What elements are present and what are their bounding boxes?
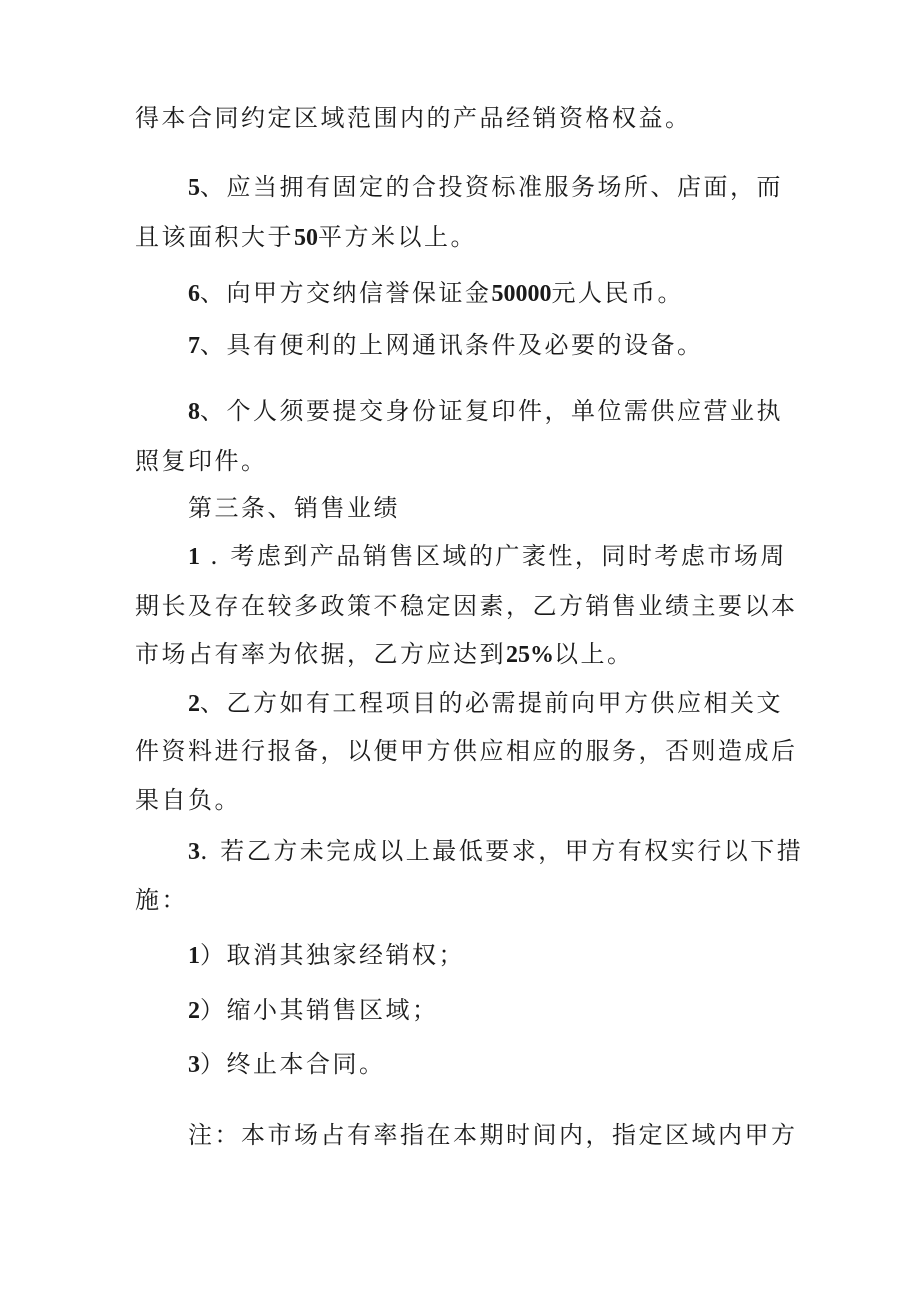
clause-6 <box>188 278 684 308</box>
note-line <box>188 1120 798 1150</box>
note-text: 注：本市场占有率指在本期时间内，指定区域内甲方 <box>188 1121 798 1149</box>
measure-number: 2 <box>188 998 200 1024</box>
clause-number: 7 <box>188 333 200 359</box>
point-3-line-1 <box>188 836 803 866</box>
clause-text: 元人民币。 <box>551 279 684 307</box>
point-number: 2 <box>188 691 200 717</box>
point-text: . 若乙方未完成以上最低要求，甲方有权实行以下措 <box>200 837 804 865</box>
clause-5-line-1 <box>188 172 783 202</box>
measure-text: ）终止本合同。 <box>200 1050 386 1078</box>
section-heading <box>188 493 400 523</box>
point-text: 以上。 <box>554 640 634 668</box>
point-3-line-2 <box>135 885 188 915</box>
point-text: 、乙方如有工程项目的必需提前向甲方供应相关文 <box>200 689 783 717</box>
clause-8-line-1 <box>188 396 783 426</box>
point-text: 市场占有率为依据，乙方应达到 <box>135 640 506 668</box>
point-1-line-1 <box>188 541 787 571</box>
point-1-line-3 <box>135 639 634 669</box>
point-2-line-2 <box>135 736 798 766</box>
measure-text: ）缩小其销售区域； <box>200 996 439 1024</box>
point-number: 1 <box>188 544 200 570</box>
measure-item <box>188 995 439 1025</box>
point-text: . 考虑到产品销售区域的广袤性，同时考虑市场周 <box>200 542 787 570</box>
paragraph-continuation <box>135 103 692 133</box>
measure-number: 3 <box>188 1052 200 1078</box>
measure-item <box>188 940 465 970</box>
point-text: 施： <box>135 886 188 914</box>
target-percentage: 25% <box>506 642 554 668</box>
clause-7 <box>188 330 704 360</box>
clause-text: 、具有便利的上网通讯条件及必要的设备。 <box>200 331 704 359</box>
point-2-line-1 <box>188 688 783 718</box>
area-value: 50 <box>294 225 318 251</box>
point-text: 期长及存在较多政策不稳定因素，乙方销售业绩主要以本 <box>135 592 798 620</box>
clause-text: 且该面积大于 <box>135 223 294 251</box>
clause-text: 照复印件。 <box>135 447 268 475</box>
clause-text: 平方米以上。 <box>318 223 477 251</box>
deposit-amount: 50000 <box>491 281 552 307</box>
clause-text: 、向甲方交纳信誉保证金 <box>200 279 492 307</box>
point-2-line-3 <box>135 785 241 815</box>
clause-text: 、应当拥有固定的合投资标准服务场所、店面，而 <box>200 173 783 201</box>
point-text: 果自负。 <box>135 786 241 814</box>
measure-item <box>188 1049 386 1079</box>
section-title: 第三条、销售业绩 <box>188 494 400 522</box>
clause-number: 5 <box>188 175 200 201</box>
clause-number: 8 <box>188 399 200 425</box>
paragraph-text: 得本合同约定区域范围内的产品经销资格权益。 <box>135 104 692 132</box>
clause-8-line-2 <box>135 446 268 476</box>
clause-5-line-2 <box>135 222 477 252</box>
point-text: 件资料进行报备，以便甲方供应相应的服务，否则造成后 <box>135 737 798 765</box>
measure-number: 1 <box>188 943 200 969</box>
point-1-line-2 <box>135 591 798 621</box>
clause-text: 、个人须要提交身份证复印件，单位需供应营业执 <box>200 397 783 425</box>
point-number: 3 <box>188 839 200 865</box>
clause-number: 6 <box>188 281 200 307</box>
measure-text: ）取消其独家经销权； <box>200 941 465 969</box>
